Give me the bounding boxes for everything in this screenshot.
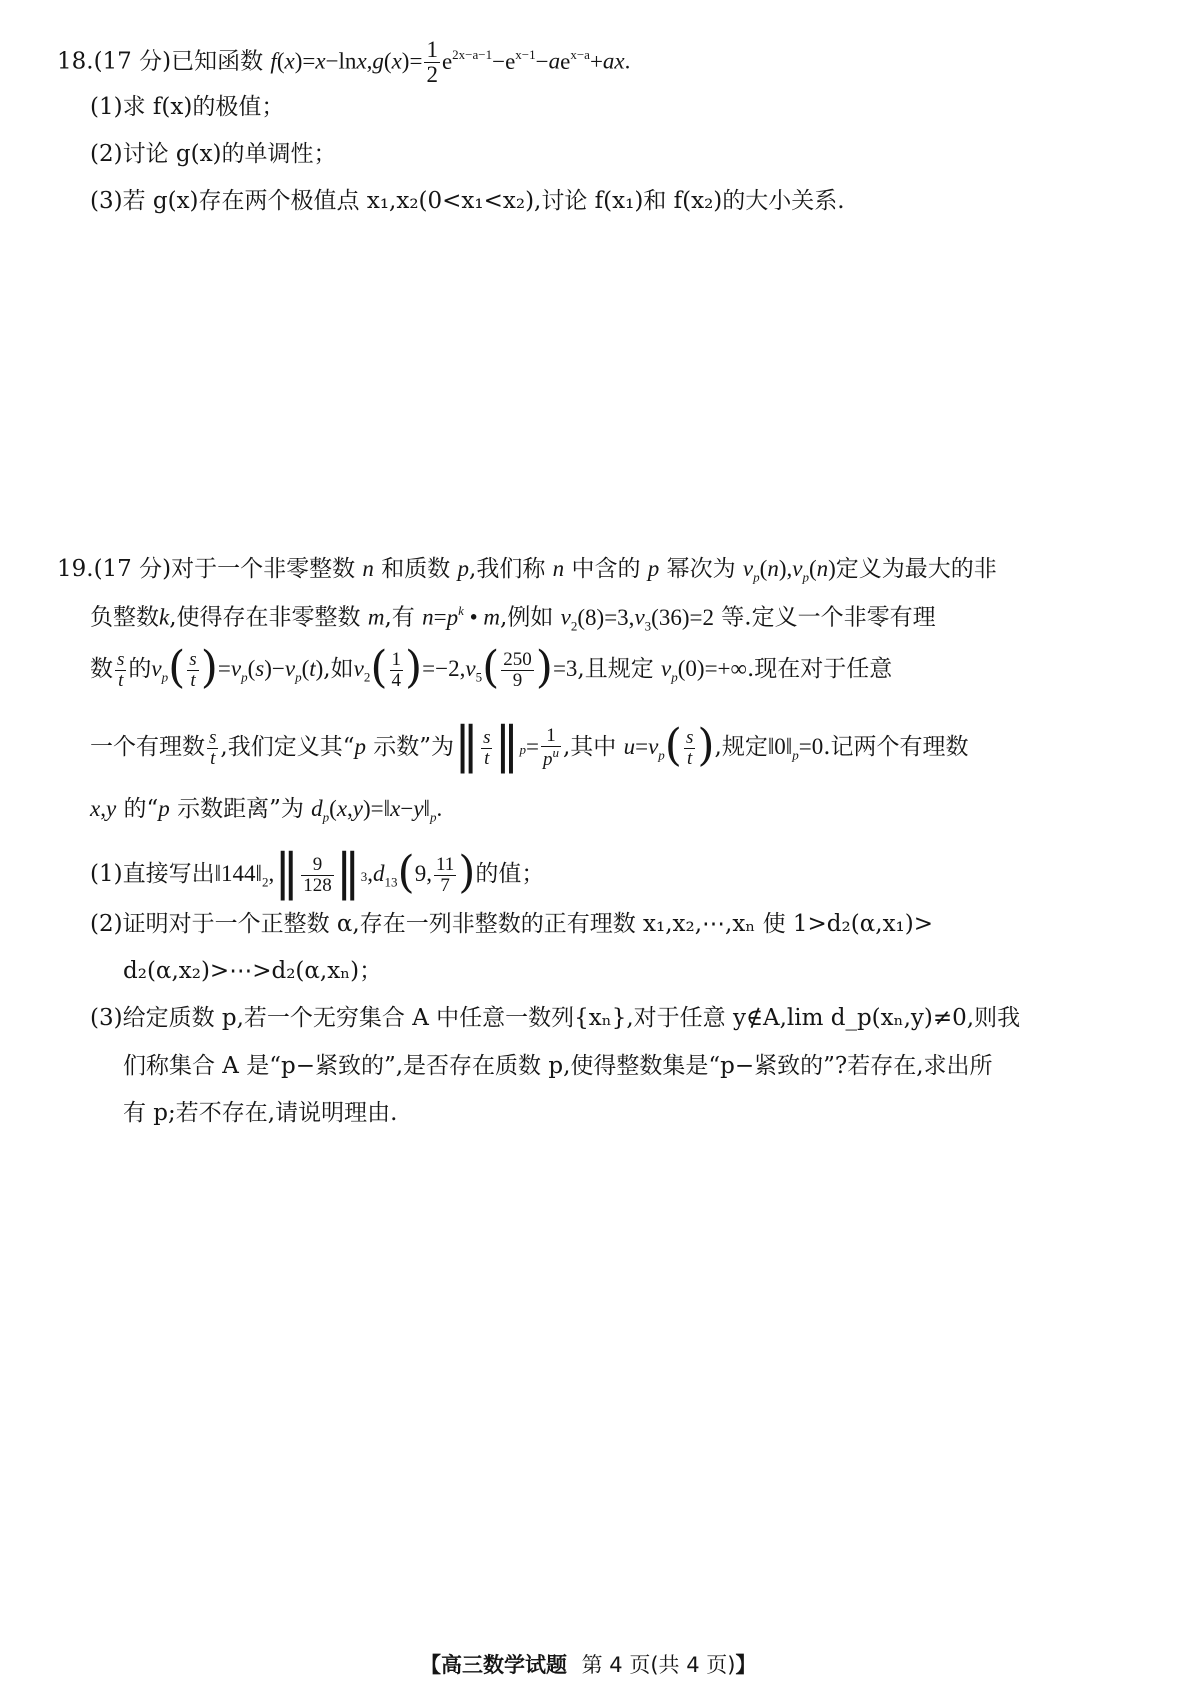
q19-part2-line1: (2)证明对于一个正整数 α,存在一列非整数的正有理数 x₁,x₂,⋯,xₙ 使 1>d₂(α,x₁)> [90, 911, 934, 937]
q18-f-def: f [270, 48, 277, 74]
q18-intro: 已知函数 [171, 48, 264, 75]
q18-number: 18. [57, 48, 94, 75]
q18-g-frac: $\frac{1}{2}$ [426, 37, 438, 88]
footer-title: 高三数学试题 [441, 1653, 567, 1677]
footer-page-number: 第 4 页(共 4 页) [581, 1653, 736, 1677]
q19-line2: 负整数k,使得存在非零整数 m,有 $n=p^k$ • m,例如 $v_2(8)=3,v_3(36)=2$ 等.定义一个非零有理 [90, 603, 936, 634]
q19-line5: x,y 的“p 示数距离”为 $d_p(x,y)=‖x-y‖_p$. [90, 796, 443, 825]
q19-line3: 数 $\frac{s}{t}$ 的$v_p$( $\frac{s}{t}$ )$=v_p(s)-v_p(t)$,如$v_2$( $\frac{1}{4}$ )$=-2,v_5$( $\frac{250}{9}$ )=3,且规定 $v_p(0)=+\infty$.现在对于任意 [90, 642, 893, 693]
q18-part2: (2)讨论 g(x)的单调性； [90, 141, 337, 167]
q19-line4: 一个有理数 $\frac{s}{t}$ ,我们定义其“p 示数”为‖ $\frac{s}{t}$ ‖p= $\frac{1}{p^u}$ ,其中 $u=v_p$( $\frac{s}{t}$ ),规定$‖0‖_p=0$.记两个有理数 [90, 716, 969, 774]
q19-score: (17 分) [93, 556, 172, 582]
q18-part1: (1)求 f(x)的极值； [90, 94, 285, 120]
q19-line1: 19.(17 分)对于一个非零整数 n 和质数 p,我们称 n 中含的 p 幂次为 $v_p(n),v_p(n)$定义为最大的非 [57, 556, 997, 585]
q19-part3-line1: (3)给定质数 p,若一个无穷集合 A 中任意一数列{xₙ},对于任意 y∉A,lim d_p(xₙ,y)≠0,则我 [90, 1005, 1021, 1031]
q19-number: 19. [57, 556, 94, 582]
q19-part2-line2: d₂(α,x₂)>⋯>d₂(α,xₙ)； [123, 958, 383, 984]
q19-part1: (1)直接写出$‖144‖_2,‖$ $\frac{9}{128}$ $‖3,d_{13}(9$, $\frac{11}{7}$ )的值； [90, 843, 545, 901]
q19-part3-line2: 们称集合 A 是“p−紧致的”,是否存在质数 p,使得整数集是“p−紧致的”?若存在,求出所 [123, 1053, 993, 1079]
q18-part3: (3)若 g(x)存在两个极值点 x₁,x₂(0<x₁<x₂),讨论 f(x₁)和 f(x₂)的大小关系. [90, 188, 845, 214]
q19-part3-line3: 有 p;若不存在,请说明理由. [123, 1100, 398, 1126]
q18-score: (17 分) [93, 48, 172, 75]
page-footer: 【高三数学试题 第 4 页(共 4 页)】 [420, 1653, 757, 1677]
q18-header: 18.(17 分)已知函数 f(x)=x−lnx,g(x)= $\frac{1}{2}$ $e^{2x-a-1}-e^{x-1}-ae^{x-a}+ax$. [57, 37, 631, 88]
